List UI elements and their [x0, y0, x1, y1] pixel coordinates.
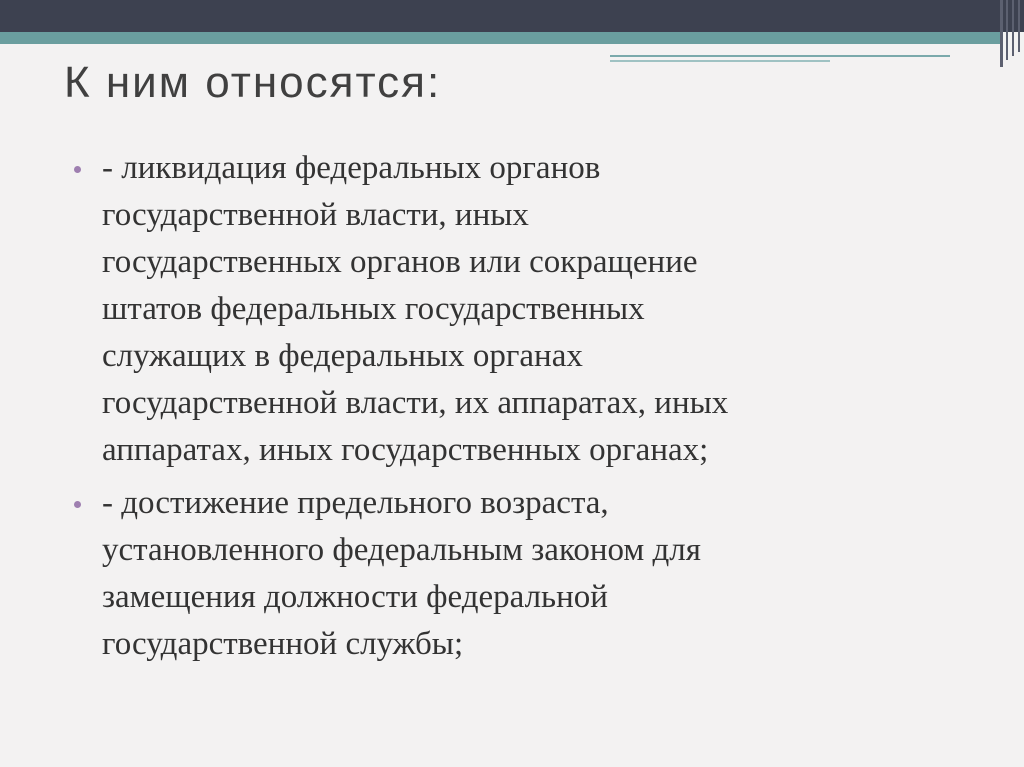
decorative-strip — [1012, 0, 1014, 56]
top-header-bar — [0, 0, 1024, 32]
list-item — [70, 480, 970, 668]
decorative-strip — [1000, 0, 1003, 67]
bullet-dot-icon — [74, 166, 81, 173]
teal-accent-bar — [0, 32, 1000, 44]
bullet-text: - достижение предельного возраста, установленного федеральным законом для замещения должности федеральной государственной службы; — [102, 485, 701, 662]
accent-line — [610, 55, 950, 57]
bullet-list — [70, 145, 970, 674]
list-item — [70, 145, 970, 474]
slide-title: К ним относятся: — [64, 58, 442, 107]
bullet-text: - ликвидация федеральных органов государственной власти, иных государственных органов или сокращение штатов федеральных государственных служащих в федеральных органах государственной власти, их аппаратах, иных аппаратах, иных государственных органах; — [102, 150, 729, 468]
accent-line — [610, 60, 830, 62]
decorative-strip — [1006, 0, 1008, 60]
bullet-dot-icon — [74, 501, 81, 508]
decorative-strip — [1018, 0, 1020, 52]
